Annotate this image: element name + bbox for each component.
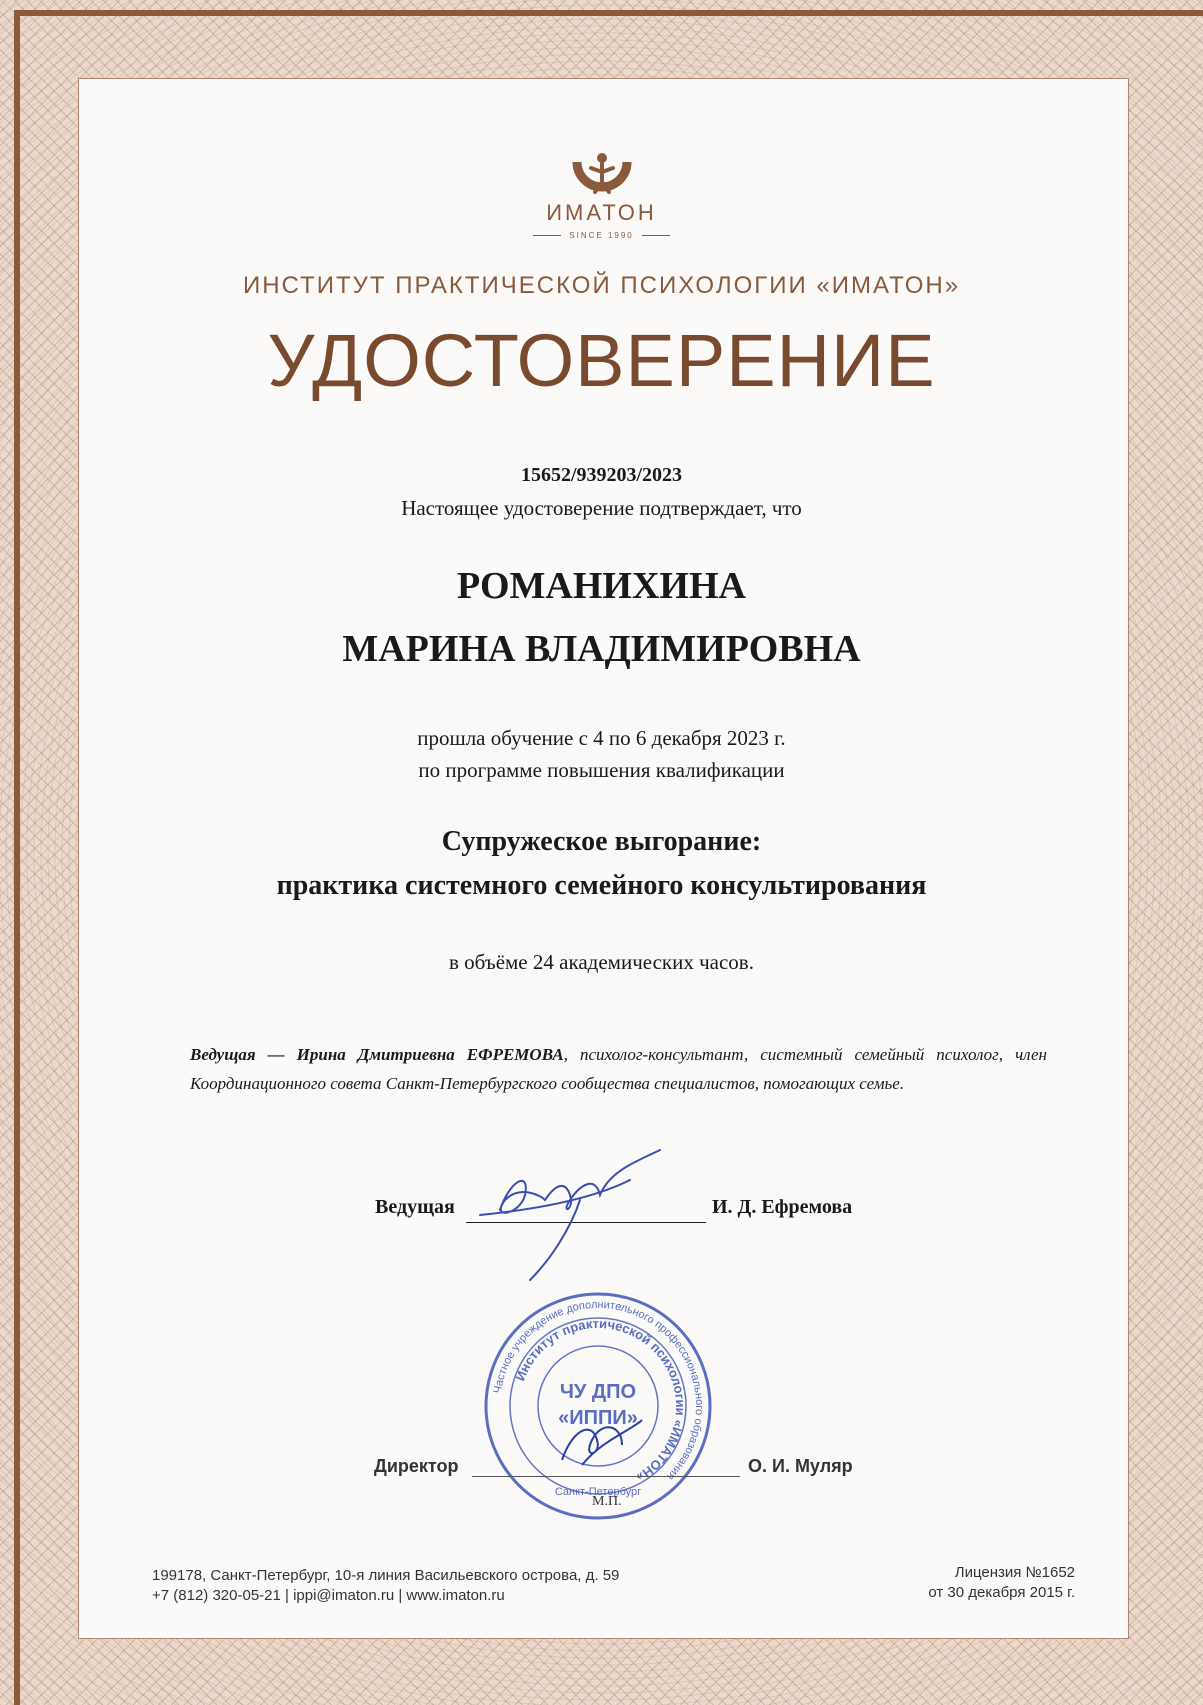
program-title-line2: практика системного семейного консультирования <box>276 870 927 901</box>
license-number: Лицензия №1652 <box>954 1564 1075 1581</box>
lecturer-signature-icon <box>470 1140 690 1290</box>
svg-text:Санкт-Петербург: Санкт-Петербург <box>554 1486 642 1498</box>
stamp-mark: М.П. <box>592 1494 622 1509</box>
recipient-surname: РОМАНИХИНА <box>457 565 746 607</box>
lecturer-info <box>190 1040 1047 1098</box>
footer-license <box>928 1563 1075 1603</box>
svg-text:Институт практической психолог: Институт практической психологии «ИМАТОН» <box>512 1315 689 1485</box>
since-label: SINCE 1990 <box>0 231 1203 240</box>
license-date: от 30 декабря 2015 г. <box>928 1584 1075 1601</box>
footer-contacts <box>152 1566 619 1606</box>
program-volume: в объёме 24 академических часов. <box>449 950 754 974</box>
director-signature-line <box>472 1476 740 1477</box>
official-stamp-icon <box>482 1290 714 1522</box>
lecturer-description: , психолог-консультант, системный семейный психолог, член Координационного совета Санкт-Петербургского сообщества специалистов, помогающих семье. <box>190 1045 1047 1093</box>
director-signature-name: О. И. Муляр <box>748 1456 853 1476</box>
document-title: УДОСТОВЕРЕНИЕ <box>267 319 936 402</box>
svg-text:«ИППИ»: «ИППИ» <box>558 1407 638 1429</box>
footer-phone-email-site: +7 (812) 320-05-21 | ippi@imaton.ru | www.imaton.ru <box>152 1587 505 1604</box>
lecturer-signature-label: Ведущая <box>375 1196 455 1218</box>
training-dates: прошла обучение с 4 по 6 декабря 2023 г. <box>417 726 786 750</box>
lecturer-name: Ведущая — Ирина Дмитриевна ЕФРЕМОВА <box>190 1045 564 1064</box>
footer-address: 199178, Санкт-Петербург, 10-я линия Васильевского острова, д. 59 <box>152 1567 620 1584</box>
svg-text:ЧУ ДПО: ЧУ ДПО <box>559 1381 637 1403</box>
lecturer-signature-name: И. Д. Ефремова <box>712 1196 853 1218</box>
certificate-number: 15652/939203/2023 <box>520 464 683 486</box>
svg-text:Частное учреждение дополнитель: Частное учреждение дополнительного профессионального образования <box>491 1298 706 1483</box>
program-title-line1: Супружеское выгорание: <box>441 826 762 857</box>
institute-name: ИНСТИТУТ ПРАКТИЧЕСКОЙ ПСИХОЛОГИИ «ИМАТОН» <box>242 272 961 299</box>
recipient-given-names: МАРИНА ВЛАДИМИРОВНА <box>342 628 861 670</box>
brand-name: ИМАТОН <box>546 200 657 225</box>
training-type: по программе повышения квалификации <box>418 758 785 782</box>
imaton-logo-icon <box>0 152 1203 205</box>
director-signature-label: Директор <box>374 1456 459 1476</box>
confirm-text: Настоящее удостоверение подтверждает, что <box>401 496 802 520</box>
